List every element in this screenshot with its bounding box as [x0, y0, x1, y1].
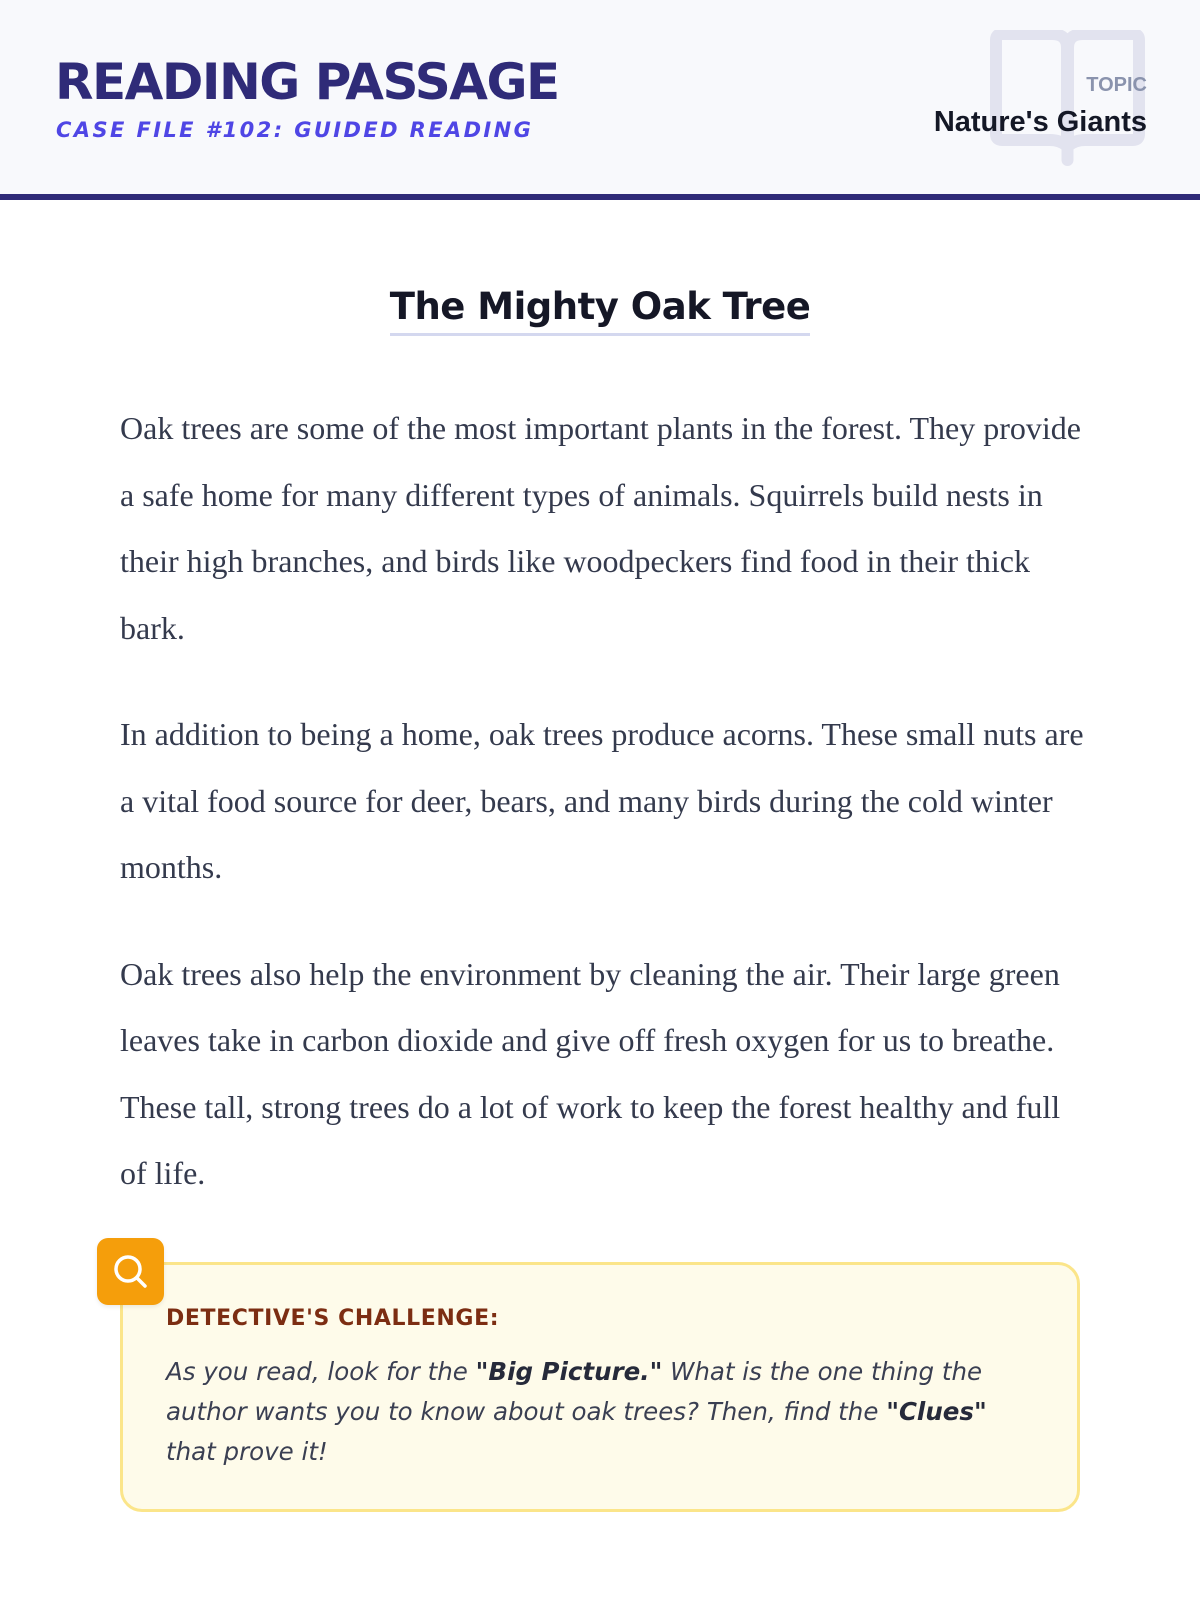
passage-paragraph-1: Oak trees are some of the most important plants in the forest. They provide a safe home for many different types of animals. Squirrels build nests in their high branches, and birds like woodpeckers find food in their thick bark. — [120, 410, 1081, 646]
search-icon — [112, 1253, 149, 1290]
challenge-text-part-1: As you read, look for the — [166, 1357, 476, 1386]
page-header — [0, 0, 1200, 200]
challenge-emphasis-clues: "Clues" — [886, 1397, 987, 1426]
book-open-icon — [990, 30, 1145, 170]
passage-body — [120, 395, 1090, 1247]
passage-paragraph-3: Oak trees also help the environment by cleaning the air. Their large green leaves take in carbon dioxide and give off fresh oxygen for us to breathe. These tall, strong trees do a lot of work to keep the forest healthy and full of life. — [120, 955, 1061, 1191]
passage-title-container — [0, 285, 1200, 336]
challenge-emphasis-big-picture: "Big Picture." — [475, 1357, 663, 1386]
topic-value: Nature's Giants — [933, 106, 1147, 138]
passage-title: The Mighty Oak Tree — [390, 285, 811, 336]
challenge-text-part-3: that prove it! — [166, 1437, 328, 1466]
passage-paragraph-2: In addition to being a home, oak trees produce acorns. These small nuts are a vital food source for deer, bears, and many birds during the cold winter months. — [120, 716, 1084, 885]
page-title: READING PASSAGE — [55, 53, 559, 111]
page-subtitle: CASE FILE #102: GUIDED READING — [56, 118, 534, 142]
challenge-badge — [97, 1238, 164, 1305]
topic-label: TOPIC — [1086, 74, 1147, 96]
challenge-heading: DETECTIVE'S CHALLENGE: — [166, 1306, 500, 1331]
challenge-text-part-2: What is the one thing the author wants you to know about oak trees? Then, find the — [166, 1357, 983, 1426]
detective-challenge-box — [120, 1262, 1080, 1512]
challenge-text — [166, 1352, 1026, 1472]
